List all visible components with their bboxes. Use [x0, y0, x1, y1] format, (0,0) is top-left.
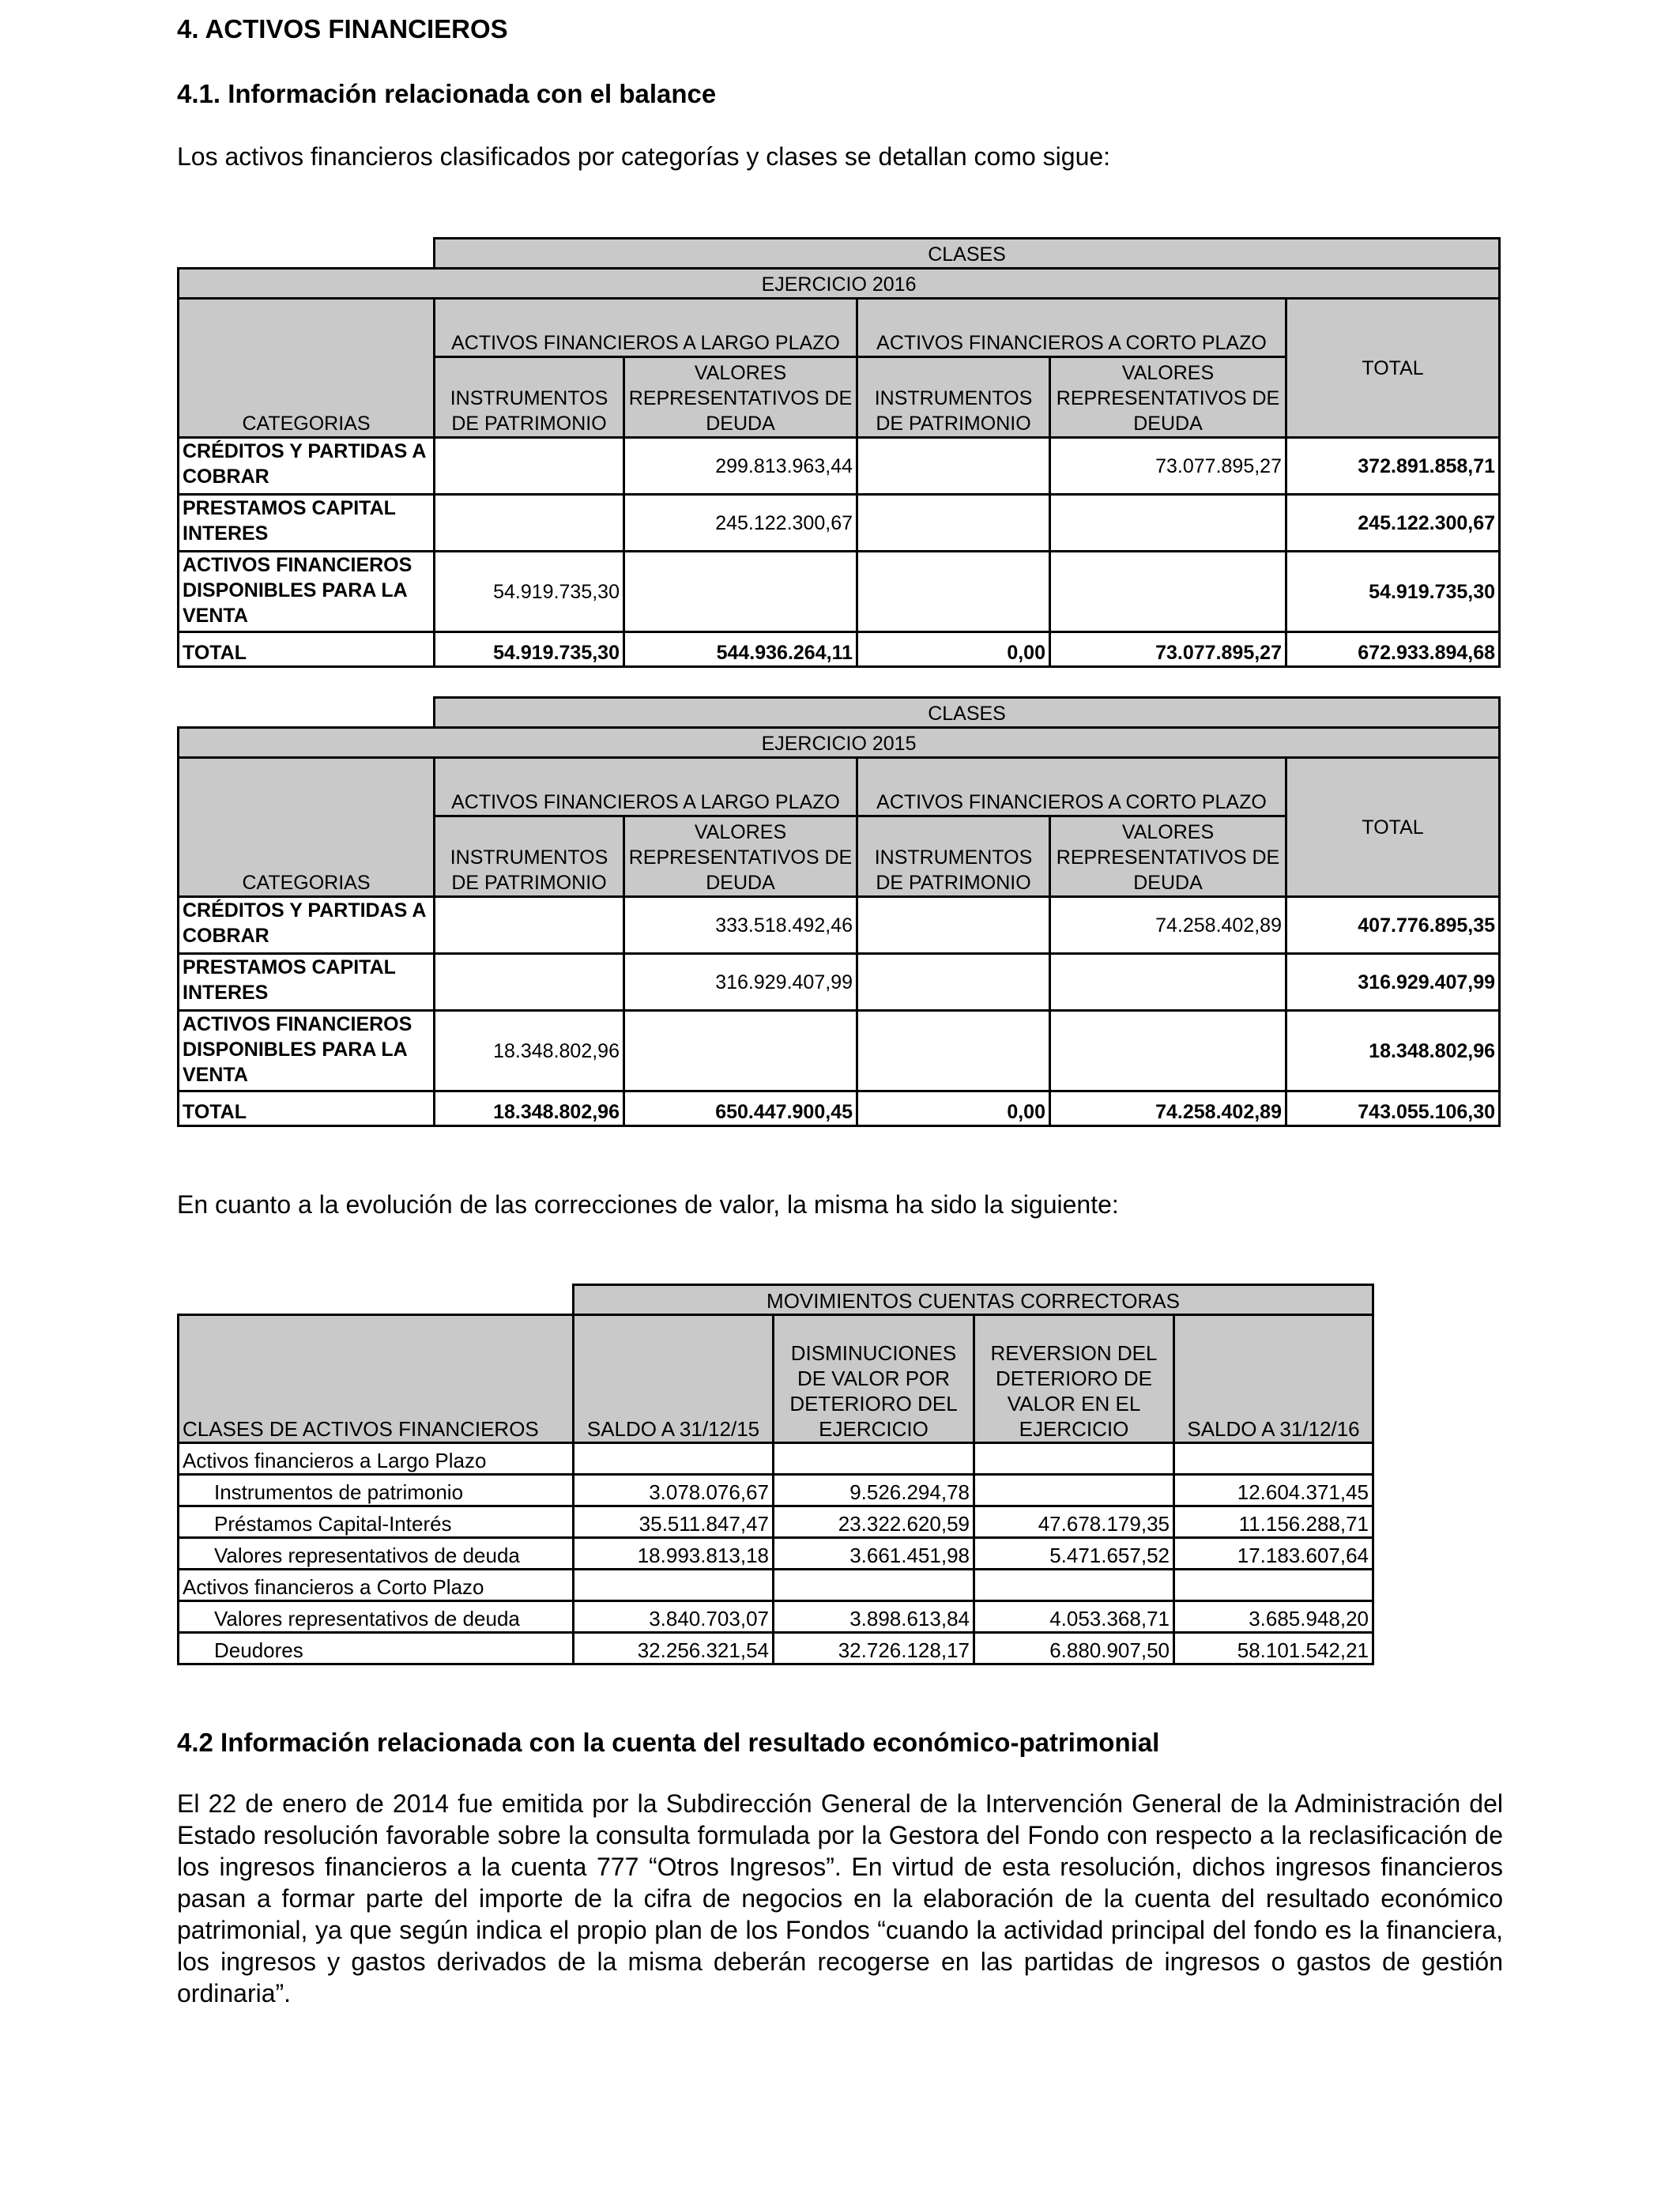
cell	[774, 1443, 974, 1475]
cell-total: 74.258.402,89	[1050, 1091, 1286, 1126]
corto-plazo-header: ACTIVOS FINANCIEROS A CORTO PLAZO	[857, 299, 1286, 357]
row-category: ACTIVOS FINANCIEROS DISPONIBLES PARA LA VENTA	[179, 1011, 435, 1091]
cell: 12.604.371,45	[1174, 1475, 1373, 1506]
table-row	[179, 954, 1500, 1011]
cell	[1050, 552, 1286, 632]
cell: 11.156.288,71	[1174, 1506, 1373, 1538]
col-valores: VALORES REPRESENTATIVOS DE DEUDA	[1050, 816, 1286, 897]
table-row	[179, 1538, 1373, 1570]
total-row-label: TOTAL	[179, 1091, 435, 1126]
corrections-intro: En cuanto a la evolución de las correcciones de valor, la misma ha sido la siguiente:	[177, 1190, 1119, 1219]
cell	[974, 1443, 1174, 1475]
total-header: TOTAL	[1286, 299, 1500, 438]
cell: 58.101.542,21	[1174, 1633, 1373, 1664]
cell-total: 316.929.407,99	[1286, 954, 1500, 1011]
cell	[974, 1475, 1174, 1506]
cell-total: 407.776.895,35	[1286, 897, 1500, 954]
corrections-title: MOVIMIENTOS CUENTAS CORRECTORAS	[574, 1285, 1373, 1315]
row-category: PRESTAMOS CAPITAL INTERES	[179, 954, 435, 1011]
body-paragraph: El 22 de enero de 2014 fue emitida por la Subdirección General de la Intervención General de la Administración del Estado resolución favorable sobre la consulta formulada por la Gestora del Fondo con respecto a la reclasificación de los ingresos financieros a la cuenta 777 “Otros Ingresos”. En virtud de esta resolución, dichos ingresos financieros pasan a formar parte del importe de la cifra de negocios en la elaboración de la cuenta del resultado económico patrimonial, ya que según indica el propio plan de los Fondos “cuando la actividad principal del fondo es la financiera, los ingresos y gastos derivados de la misma deberán recogerse en las partidas de ingresos o gastos de gestión ordinaria”.	[177, 1789, 1503, 2007]
col-valores: VALORES REPRESENTATIVOS DE DEUDA	[624, 357, 857, 438]
cell: 3.840.703,07	[574, 1601, 774, 1633]
corrections-table	[177, 1284, 1374, 1665]
group-label: Activos financieros a Corto Plazo	[179, 1570, 574, 1601]
cell: 73.077.895,27	[1050, 438, 1286, 495]
cell	[774, 1570, 974, 1601]
table-row	[179, 495, 1500, 552]
row-category: CRÉDITOS Y PARTIDAS A COBRAR	[179, 438, 435, 495]
cell: 18.348.802,96	[435, 1011, 624, 1091]
cell: 9.526.294,78	[774, 1475, 974, 1506]
cell-total: 18.348.802,96	[435, 1091, 624, 1126]
table-row	[179, 1601, 1373, 1633]
cell	[435, 897, 624, 954]
cell	[624, 552, 857, 632]
table-row	[179, 897, 1500, 954]
cell: 245.122.300,67	[624, 495, 857, 552]
cell	[435, 495, 624, 552]
cell	[1174, 1443, 1373, 1475]
cell	[857, 438, 1050, 495]
cell: 6.880.907,50	[974, 1633, 1174, 1664]
row-label: Préstamos Capital-Interés	[179, 1506, 574, 1538]
cell: 333.518.492,46	[624, 897, 857, 954]
categorias-header: CATEGORIAS	[179, 758, 435, 897]
balance-table-2015	[177, 696, 1501, 1127]
cell: 54.919.735,30	[435, 552, 624, 632]
table-row	[179, 552, 1500, 632]
cell: 32.726.128,17	[774, 1633, 974, 1664]
header-saldo-15: SALDO A 31/12/15	[574, 1315, 774, 1443]
clases-header: CLASES	[435, 239, 1500, 269]
cell-total: 73.077.895,27	[1050, 632, 1286, 667]
cell	[574, 1443, 774, 1475]
cell: 47.678.179,35	[974, 1506, 1174, 1538]
cell	[857, 897, 1050, 954]
subsection-title: 4.1. Información relacionada con el balance	[177, 79, 717, 108]
table-row	[179, 1633, 1373, 1664]
section-title: 4. ACTIVOS FINANCIEROS	[177, 14, 508, 43]
cell	[574, 1570, 774, 1601]
total-row-label: TOTAL	[179, 632, 435, 667]
cell-total: 0,00	[857, 1091, 1050, 1126]
ejercicio-header: EJERCICIO 2016	[179, 269, 1500, 299]
cell: 5.471.657,52	[974, 1538, 1174, 1570]
cell	[857, 1011, 1050, 1091]
row-label: Valores representativos de deuda	[179, 1601, 574, 1633]
cell	[1050, 954, 1286, 1011]
cell-total: 54.919.735,30	[435, 632, 624, 667]
cell	[435, 954, 624, 1011]
table-row	[179, 1475, 1373, 1506]
cell	[1174, 1570, 1373, 1601]
cell	[624, 1011, 857, 1091]
balance-table-2016	[177, 237, 1501, 668]
col-instrumentos: INSTRUMENTOS DE PATRIMONIO	[857, 357, 1050, 438]
cell-total: 54.919.735,30	[1286, 552, 1500, 632]
col-instrumentos: INSTRUMENTOS DE PATRIMONIO	[857, 816, 1050, 897]
header-saldo-16: SALDO A 31/12/16	[1174, 1315, 1373, 1443]
header-clases: CLASES DE ACTIVOS FINANCIEROS	[179, 1315, 574, 1443]
cell-total: 18.348.802,96	[1286, 1011, 1500, 1091]
cell-total: 743.055.106,30	[1286, 1091, 1500, 1126]
corto-plazo-header: ACTIVOS FINANCIEROS A CORTO PLAZO	[857, 758, 1286, 816]
intro-text: Los activos financieros clasificados por categorías y clases se detallan como sigue:	[177, 142, 1111, 171]
table-row	[179, 438, 1500, 495]
cell	[1050, 495, 1286, 552]
cell: 299.813.963,44	[624, 438, 857, 495]
cell: 17.183.607,64	[1174, 1538, 1373, 1570]
cell-total: 245.122.300,67	[1286, 495, 1500, 552]
cell-total: 544.936.264,11	[624, 632, 857, 667]
subsection2-title: 4.2 Información relacionada con la cuenta del resultado económico-patrimonial	[177, 1728, 1160, 1757]
cell: 32.256.321,54	[574, 1633, 774, 1664]
row-category: CRÉDITOS Y PARTIDAS A COBRAR	[179, 897, 435, 954]
largo-plazo-header: ACTIVOS FINANCIEROS A LARGO PLAZO	[435, 299, 857, 357]
row-label: Deudores	[179, 1633, 574, 1664]
cell-total: 372.891.858,71	[1286, 438, 1500, 495]
cell	[857, 552, 1050, 632]
cell	[974, 1570, 1174, 1601]
cell: 23.322.620,59	[774, 1506, 974, 1538]
row-label: Instrumentos de patrimonio	[179, 1475, 574, 1506]
group-label: Activos financieros a Largo Plazo	[179, 1443, 574, 1475]
row-category: PRESTAMOS CAPITAL INTERES	[179, 495, 435, 552]
group-row	[179, 1570, 1373, 1601]
total-header: TOTAL	[1286, 758, 1500, 897]
cell: 3.898.613,84	[774, 1601, 974, 1633]
cell	[435, 438, 624, 495]
total-row	[179, 1091, 1500, 1126]
group-row	[179, 1443, 1373, 1475]
cell-total: 0,00	[857, 632, 1050, 667]
cell	[1050, 1011, 1286, 1091]
col-valores: VALORES REPRESENTATIVOS DE DEUDA	[1050, 357, 1286, 438]
row-label: Valores representativos de deuda	[179, 1538, 574, 1570]
col-instrumentos: INSTRUMENTOS DE PATRIMONIO	[435, 357, 624, 438]
col-valores: VALORES REPRESENTATIVOS DE DEUDA	[624, 816, 857, 897]
cell	[857, 954, 1050, 1011]
row-category: ACTIVOS FINANCIEROS DISPONIBLES PARA LA VENTA	[179, 552, 435, 632]
cell	[857, 495, 1050, 552]
cell-total: 672.933.894,68	[1286, 632, 1500, 667]
cell: 316.929.407,99	[624, 954, 857, 1011]
cell: 35.511.847,47	[574, 1506, 774, 1538]
cell: 3.685.948,20	[1174, 1601, 1373, 1633]
cell: 3.078.076,67	[574, 1475, 774, 1506]
header-disminuciones: DISMINUCIONES DE VALOR POR DETERIORO DEL EJERCICIO	[774, 1315, 974, 1443]
cell: 18.993.813,18	[574, 1538, 774, 1570]
col-instrumentos: INSTRUMENTOS DE PATRIMONIO	[435, 816, 624, 897]
clases-header: CLASES	[435, 698, 1500, 728]
largo-plazo-header: ACTIVOS FINANCIEROS A LARGO PLAZO	[435, 758, 857, 816]
cell: 74.258.402,89	[1050, 897, 1286, 954]
table-row	[179, 1011, 1500, 1091]
table-row	[179, 1506, 1373, 1538]
cell-total: 650.447.900,45	[624, 1091, 857, 1126]
header-reversion: REVERSION DEL DETERIORO DE VALOR EN EL EJERCICIO	[974, 1315, 1174, 1443]
ejercicio-header: EJERCICIO 2015	[179, 728, 1500, 758]
cell: 3.661.451,98	[774, 1538, 974, 1570]
categorias-header: CATEGORIAS	[179, 299, 435, 438]
cell: 4.053.368,71	[974, 1601, 1174, 1633]
total-row	[179, 632, 1500, 667]
